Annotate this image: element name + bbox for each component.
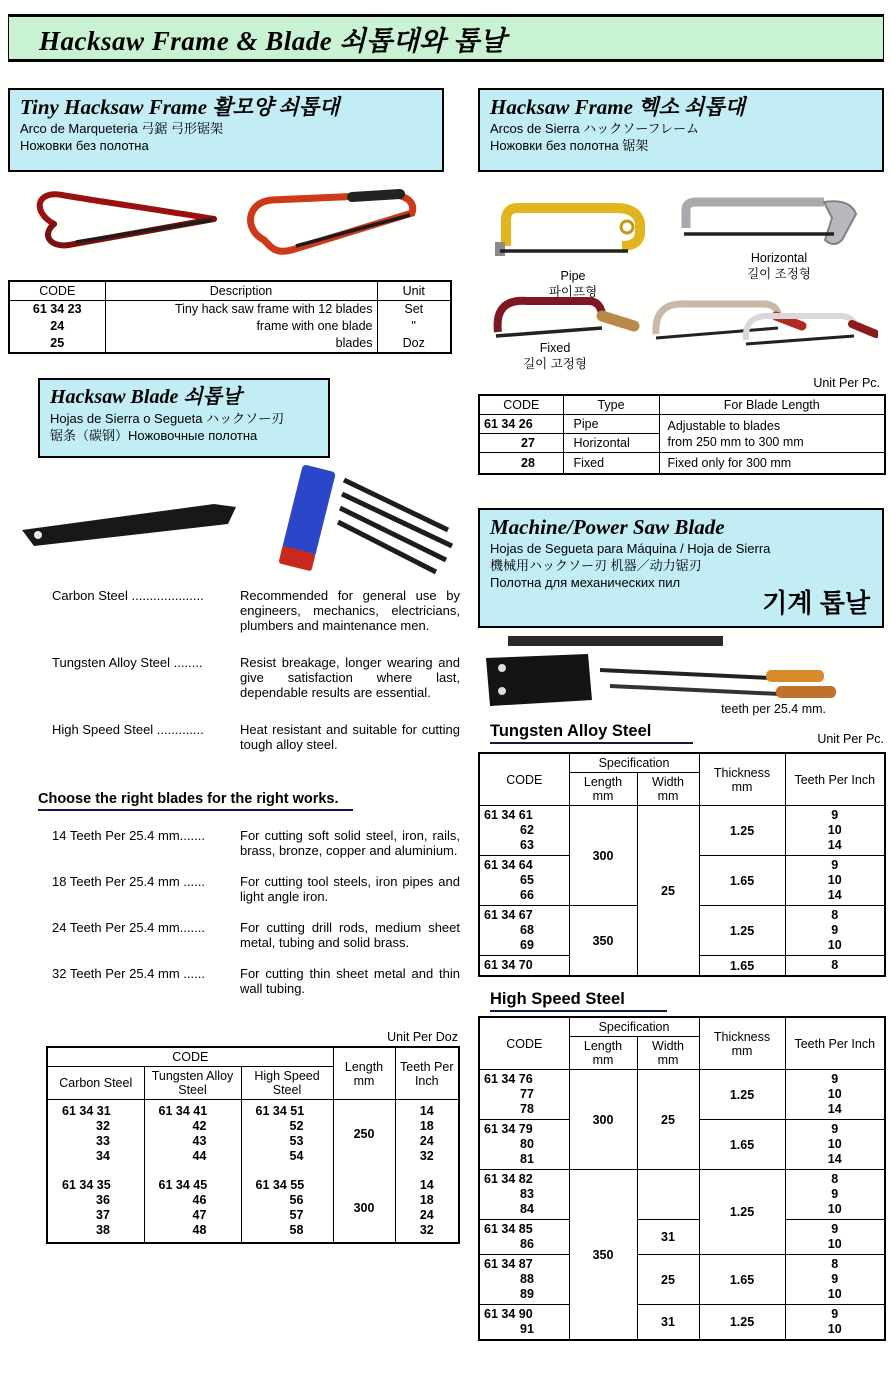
steel-type-item xyxy=(52,655,460,700)
col-header-teeth: Teeth Per Inch xyxy=(395,1047,459,1100)
code-cell: 28 xyxy=(479,453,563,475)
table-row xyxy=(9,318,451,335)
thickness-cell: 1.65 xyxy=(699,856,785,906)
hacksaw-frame-section-header xyxy=(478,88,884,172)
frame-table-header-row xyxy=(479,395,885,415)
code-cell: 61 34 64 65 66 xyxy=(479,856,569,906)
col-header-blade-length: For Blade Length xyxy=(659,395,885,415)
blade-table-header-row1 xyxy=(47,1047,459,1067)
machine-blade-subtitle-ru: Полотна для механических пил xyxy=(490,575,681,590)
code-cell: 25 xyxy=(9,335,105,353)
width-cell: 31 xyxy=(637,1305,699,1341)
page-title-banner xyxy=(8,14,884,62)
length-cell: 350 xyxy=(569,906,637,977)
width-cell xyxy=(637,1170,699,1220)
teeth-guide-item xyxy=(52,828,460,858)
col-header-type: Type xyxy=(563,395,659,415)
choose-heading: Choose the right blades for the right works. xyxy=(38,791,353,811)
teeth-cell: 14 18 24 32 14 18 24 32 xyxy=(395,1100,459,1244)
teeth-count: 14 Teeth Per 25.4 mm....... xyxy=(52,828,205,843)
spec-header-row1 xyxy=(479,1017,885,1037)
thickness-cell: 1.25 xyxy=(699,1070,785,1120)
steel-type-desc: Heat resistant and suitable for cutting tough alloy steel. xyxy=(240,722,460,752)
col-header-code: CODE xyxy=(47,1047,333,1067)
type-cell: Fixed xyxy=(563,453,659,475)
teeth-cell: 8 9 10 xyxy=(785,906,885,956)
table-row xyxy=(479,806,885,856)
hacksaw-frame-title: Hacksaw Frame 헥소 쇠톱대 xyxy=(490,95,745,119)
col-header-unit: Unit xyxy=(377,281,451,301)
machine-blade-title-kr: 기계 톱날 xyxy=(762,588,870,618)
width-cell: 31 xyxy=(637,1220,699,1255)
code-cell: 61 34 87 88 89 xyxy=(479,1255,569,1305)
teeth-cell: 8 9 10 xyxy=(785,1170,885,1220)
teeth-cell: 9 10 xyxy=(785,1220,885,1255)
col-header-teeth: Teeth Per Inch xyxy=(785,1017,885,1070)
tiny-hacksaw-title: Tiny Hacksaw Frame 활모양 쇠톱대 xyxy=(20,95,340,119)
blade-holder-photo xyxy=(252,464,462,582)
unit-per-pc-note-2: Unit Per Pc. xyxy=(817,732,884,746)
teeth-count: 18 Teeth Per 25.4 mm ...... xyxy=(52,874,205,889)
spec-header-row1 xyxy=(479,753,885,773)
unit-cell: " xyxy=(377,318,451,335)
hacksaw-blade-title: Hacksaw Blade 쇠톱날 xyxy=(50,386,242,408)
teeth-use: For cutting thin sheet metal and thin wall tubing. xyxy=(240,966,460,996)
width-cell: 25 xyxy=(637,1255,699,1305)
tiny-table-header-row xyxy=(9,281,451,301)
thickness-cell: 1.25 xyxy=(699,806,785,856)
hacksaw-frame-subtitle-ru: Ножовки без полотна 锯架 xyxy=(490,138,649,153)
col-header-length: Length mm xyxy=(333,1047,395,1100)
col-header-thickness: Thickness mm xyxy=(699,1017,785,1070)
tungsten-codes-cell: 61 34 41 42 43 44 61 34 45 46 47 48 xyxy=(144,1100,241,1244)
machine-blade-photos xyxy=(478,634,884,720)
steel-type-name: High Speed Steel ............. xyxy=(52,722,204,737)
pipe-hacksaw-photo xyxy=(488,194,663,266)
length-cell: 250 300 xyxy=(333,1100,395,1244)
teeth-count: 24 Teeth Per 25.4 mm....... xyxy=(52,920,205,935)
teeth-use: For cutting drill rods, medium sheet metal, tubing and solid brass. xyxy=(240,920,460,950)
col-header-code: CODE xyxy=(479,395,563,415)
col-header-length: Length mm xyxy=(569,1037,637,1070)
length-cell: 300 xyxy=(569,1070,637,1170)
teeth-guide-list xyxy=(52,828,460,1012)
fixed-hacksaw-photo xyxy=(484,288,644,344)
tungsten-heading-wrap xyxy=(490,722,693,744)
tiny-hacksaw-subtitle-es: Arco de Marqueteria 弓鋸 弓形锯架 xyxy=(20,121,224,136)
teeth-cell: 9 10 xyxy=(785,1305,885,1341)
hacksaw-blade-section-header xyxy=(38,378,330,458)
unit-cell: Doz xyxy=(377,335,451,353)
teeth-guide-item xyxy=(52,920,460,950)
col-header-width: Width mm xyxy=(637,773,699,806)
col-header-code: CODE xyxy=(479,753,569,806)
table-row xyxy=(479,1170,885,1220)
blade-table-body xyxy=(47,1100,459,1244)
code-cell: 61 34 85 86 xyxy=(479,1220,569,1255)
type-cell: Pipe xyxy=(563,415,659,434)
steel-type-name: Tungsten Alloy Steel ........ xyxy=(52,655,203,670)
hacksaw-blade-photos xyxy=(14,464,462,582)
length-cell: 350 xyxy=(569,1170,637,1341)
blade-photo xyxy=(14,494,244,554)
thickness-cell: 1.65 xyxy=(699,1120,785,1170)
teeth-use: For cutting tool steels, iron pipes and light angle iron. xyxy=(240,874,460,904)
carbon-codes-cell: 61 34 31 32 33 34 61 34 35 36 37 38 xyxy=(47,1100,144,1244)
code-cell: 61 34 79 80 81 xyxy=(479,1120,569,1170)
table-row xyxy=(479,1305,885,1341)
tiny-hacksaw-table xyxy=(8,280,452,354)
tiny-hacksaw-section-header xyxy=(8,88,444,172)
unit-per-pc-note: Unit Per Pc. xyxy=(813,376,880,390)
code-cell: 24 xyxy=(9,318,105,335)
teeth-cell: 9 10 14 xyxy=(785,856,885,906)
tungsten-table xyxy=(478,752,886,977)
col-header-specification: Specification xyxy=(569,1017,699,1037)
horizontal-label: Horizontal 길이 조정형 xyxy=(747,251,811,281)
col-header-code: CODE xyxy=(9,281,105,301)
steel-type-list xyxy=(52,588,460,774)
table-row xyxy=(9,335,451,353)
table-row xyxy=(479,453,885,475)
pipe-label: Pipe 파이프형 xyxy=(548,269,598,299)
hacksaw-frame-subtitle-es: Arcos de Sierra ハックソーフレーム xyxy=(490,121,700,136)
table-row xyxy=(479,415,885,434)
unit-per-doz-note: Unit Per Doz xyxy=(387,1030,458,1044)
code-cell: 61 34 23 xyxy=(9,301,105,319)
steel-type-desc: Recommended for general use by engineers, mechanics, electricians, plumbers and maintenance men. xyxy=(240,588,460,633)
code-cell: 27 xyxy=(479,434,563,453)
description-cell: frame with one blade xyxy=(105,318,377,335)
unit-cell: Set xyxy=(377,301,451,319)
teeth-count: 32 Teeth Per 25.4 mm ...... xyxy=(52,966,205,981)
description-cell: blades xyxy=(105,335,377,353)
width-cell: 25 xyxy=(637,806,699,977)
horizontal-hacksaw-photo xyxy=(674,188,874,250)
thickness-cell: 1.25 xyxy=(699,1305,785,1341)
teeth-cell: 9 10 14 xyxy=(785,1120,885,1170)
hacksaw-blade-table xyxy=(46,1046,460,1244)
teeth-cell: 9 10 14 xyxy=(785,1070,885,1120)
thickness-cell: 1.65 xyxy=(699,1255,785,1305)
steel-type-desc: Resist breakage, longer wearing and give satisfaction where last, dependable results are essential. xyxy=(240,655,460,700)
blade-length-cell: Fixed only for 300 mm xyxy=(659,453,885,475)
steel-type-item xyxy=(52,722,460,752)
hss-heading-wrap xyxy=(490,990,667,1012)
hacksaw-frame-photos xyxy=(478,176,884,392)
table-row xyxy=(479,1220,885,1255)
tiny-hacksaw-subtitle-ru: Ножовки без полотна xyxy=(20,138,149,153)
teeth-per-note: teeth per 25.4 mm. xyxy=(721,702,826,716)
hss-table xyxy=(478,1016,886,1341)
thickness-cell: 1.25 xyxy=(699,906,785,956)
tungsten-heading: Tungsten Alloy Steel xyxy=(490,722,693,744)
page-title: Hacksaw Frame & Blade 쇠톱대와 톱날 xyxy=(39,25,507,56)
col-header-length: Length mm xyxy=(569,773,637,806)
code-cell: 61 34 82 83 84 xyxy=(479,1170,569,1220)
teeth-guide-item xyxy=(52,966,460,996)
thickness-cell: 1.65 xyxy=(699,956,785,977)
hss-heading: High Speed Steel xyxy=(490,990,667,1012)
length-cell: 300 xyxy=(569,806,637,906)
tiny-hacksaw-photo-right xyxy=(234,178,452,273)
code-cell: 61 34 26 xyxy=(479,415,563,434)
machine-blade-section-header xyxy=(478,508,884,628)
col-header-teeth: Teeth Per Inch xyxy=(785,753,885,806)
machine-blade-title: Machine/Power Saw Blade xyxy=(490,515,725,539)
code-cell: 61 34 67 68 69 xyxy=(479,906,569,956)
code-cell: 61 34 76 77 78 xyxy=(479,1070,569,1120)
blade-length-cell: Adjustable to blades from 250 mm to 300 mm xyxy=(659,415,885,453)
type-cell: Horizontal xyxy=(563,434,659,453)
description-cell: Tiny hack saw frame with 12 blades xyxy=(105,301,377,319)
tiny-hacksaw-photo-left xyxy=(16,178,226,273)
code-cell: 61 34 70 xyxy=(479,956,569,977)
col-header-hss: High Speed Steel xyxy=(241,1067,333,1100)
choose-heading-wrap xyxy=(38,790,353,811)
teeth-cell: 8 9 10 xyxy=(785,1255,885,1305)
code-cell: 61 34 61 62 63 xyxy=(479,806,569,856)
machine-blade-subtitle-es: Hojas de Segueta para Máquina / Hoja de Sierra xyxy=(490,541,771,556)
table-row xyxy=(479,1070,885,1120)
code-cell: 61 34 90 91 xyxy=(479,1305,569,1341)
hss-codes-cell: 61 34 51 52 53 54 61 34 55 56 57 58 xyxy=(241,1100,333,1244)
teeth-use: For cutting soft solid steel, iron, rails, brass, bronze, copper and aluminium. xyxy=(240,828,460,858)
tiny-hacksaw-photos xyxy=(16,178,452,276)
steel-type-item xyxy=(52,588,460,633)
machine-blade-subtitle-jp: 機械用ハックソー刃 机器／动力锯刃 xyxy=(490,558,702,573)
teeth-cell: 8 xyxy=(785,956,885,977)
col-header-carbon-steel: Carbon Steel xyxy=(47,1067,144,1100)
col-header-tungsten-steel: Tungsten Alloy Steel xyxy=(144,1067,241,1100)
col-header-thickness: Thickness mm xyxy=(699,753,785,806)
teeth-cell: 9 10 14 xyxy=(785,806,885,856)
other-frames-photo xyxy=(646,286,878,360)
table-row xyxy=(479,1255,885,1305)
width-cell: 25 xyxy=(637,1070,699,1170)
hacksaw-frame-table xyxy=(478,394,886,475)
col-header-code: CODE xyxy=(479,1017,569,1070)
fixed-label: Fixed 길이 고정형 xyxy=(523,341,587,371)
hacksaw-blade-subtitle-es: Hojas de Sierra o Segueta ハックソー刃 xyxy=(50,411,285,426)
col-header-width: Width mm xyxy=(637,1037,699,1070)
col-header-description: Description xyxy=(105,281,377,301)
table-row xyxy=(9,301,451,319)
hacksaw-blade-subtitle-ru: 锯条（碳钢）Ножовочные полотна xyxy=(50,428,258,443)
thickness-cell: 1.25 xyxy=(699,1170,785,1255)
col-header-specification: Specification xyxy=(569,753,699,773)
steel-type-name: Carbon Steel .................... xyxy=(52,588,204,603)
teeth-guide-item xyxy=(52,874,460,904)
